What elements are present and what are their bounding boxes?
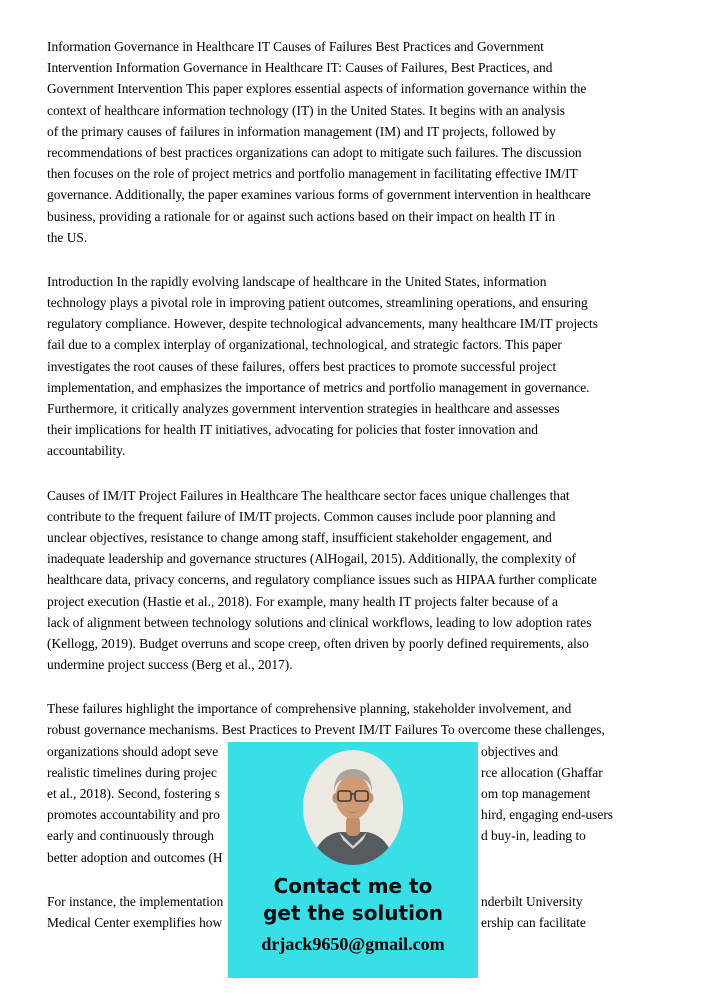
text-line-left: Introduction In the rapidly evolving landscape of healthcare in the United States, information: [47, 273, 547, 289]
text-line-left: inadequate leadership and governance structures (AlHogail, 2015). Additionally, the complexity of: [47, 551, 577, 567]
text-line: [47, 612, 661, 633]
text-line-left: unclear objectives, resistance to change among staff, insufficient stakeholder engagement, and: [47, 529, 552, 545]
text-line-left: then focuses on the role of project metrics and portfolio management in facilitating effective IM/IT: [47, 166, 578, 182]
text-line-left: better adoption and outcomes (H: [47, 849, 223, 865]
text-line: [47, 591, 661, 612]
contact-photo: [303, 750, 403, 865]
text-line-right: nderbilt University: [481, 893, 583, 909]
text-line-left: the US.: [47, 229, 88, 245]
text-line-left: lack of alignment between technology solutions and clinical workflows, leading to low adoption rates: [47, 614, 592, 630]
text-line-left: early and continuously through: [47, 828, 214, 844]
text-line: [47, 506, 661, 527]
text-line: [47, 440, 661, 461]
text-line-left: technology plays a pivotal role in improving patient outcomes, streamlining operations, and ensuring: [47, 295, 588, 311]
text-line: [47, 271, 661, 292]
text-line-left: of the primary causes of failures in information management (IM) and IT projects, followed by: [47, 123, 556, 139]
text-line-left: business, providing a rationale for or against such actions based on their impact on health IT in: [47, 208, 556, 224]
contact-email: drjack9650@gmail.com: [261, 934, 445, 954]
text-line-left: Government Intervention This paper explores essential aspects of information governance within the: [47, 81, 587, 97]
text-line: [47, 654, 661, 675]
text-line-right: objectives and: [481, 743, 558, 759]
paragraph: [47, 36, 661, 248]
text-line-left: contribute to the frequent failure of IM/IT projects. Common causes include poor planning and: [47, 508, 556, 524]
text-line: [47, 377, 661, 398]
text-line-left: context of healthcare information technology (IT) in the United States. It begins with an analysis: [47, 102, 565, 118]
text-line-left: recommendations of best practices organizations can adopt to mitigate such failures. The discussion: [47, 144, 582, 160]
text-line-left: undermine project success (Berg et al., 2017).: [47, 657, 293, 673]
contact-message-line1: Contact me to: [273, 874, 433, 898]
text-line: [47, 227, 661, 248]
text-line: [47, 548, 661, 569]
text-line-left: governance. Additionally, the paper examines various forms of government intervention in healthcare: [47, 187, 591, 203]
text-line: [47, 569, 661, 590]
text-line-right: d buy-in, leading to: [481, 828, 586, 844]
text-line-left: Medical Center exemplifies how: [47, 914, 223, 930]
text-line-left: realistic timelines during projec: [47, 764, 217, 780]
text-line: [47, 334, 661, 355]
text-line: [47, 57, 661, 78]
text-line-left: healthcare data, privacy concerns, and regulatory compliance issues such as HIPAA further complicate: [47, 572, 597, 588]
elderly-man-photo: [303, 750, 403, 865]
text-line-left: (Kellogg, 2019). Budget overruns and scope creep, often driven by poorly defined requirements, also: [47, 635, 589, 651]
text-line: [47, 100, 661, 121]
text-line-left: For instance, the implementation: [47, 893, 224, 909]
paragraph: [47, 485, 661, 676]
text-line-left: Causes of IM/IT Project Failures in Healthcare The healthcare sector faces unique challenges that: [47, 487, 570, 503]
text-line-left: Information Governance in Healthcare IT Causes of Failures Best Practices and Government: [47, 39, 544, 54]
text-line: [47, 527, 661, 548]
text-line: [47, 719, 661, 740]
text-line: [47, 121, 661, 142]
text-line-left: investigates the root causes of these failures, offers best practices to promote successful project: [47, 358, 557, 374]
text-line: [47, 292, 661, 313]
text-line-left: their implications for health IT initiatives, advocating for policies that foster innovation and: [47, 422, 538, 438]
paragraph: [47, 271, 661, 462]
text-line-left: Intervention Information Governance in Healthcare IT: Causes of Failures, Best Practices, and: [47, 60, 553, 76]
text-line-left: accountability.: [47, 443, 126, 459]
text-line: [47, 313, 661, 334]
text-line-left: promotes accountability and pro: [47, 807, 220, 823]
contact-overlay: [228, 742, 478, 978]
text-line-right: rce allocation (Ghaffar: [481, 764, 603, 780]
text-line: [47, 485, 661, 506]
text-line-right: hird, engaging end-users: [481, 807, 614, 823]
text-line-left: fail due to a complex interplay of organizational, technological, and strategic factors. This paper: [47, 337, 562, 353]
text-line: [47, 356, 661, 377]
text-line-left: regulatory compliance. However, despite technological advancements, many healthcare IM/IT projects: [47, 316, 598, 332]
text-line: [47, 698, 661, 719]
text-line: [47, 184, 661, 205]
text-line: [47, 78, 661, 99]
text-line: [47, 633, 661, 654]
text-line-right: ership can facilitate: [481, 914, 586, 930]
text-line-left: robust governance mechanisms. Best Practices to Prevent IM/IT Failures To overcome these challenges,: [47, 722, 605, 738]
text-line-left: project execution (Hastie et al., 2018). For example, many health IT projects falter because of a: [47, 593, 559, 609]
contact-message-line2: get the solution: [263, 901, 443, 925]
text-line-left: These failures highlight the importance of comprehensive planning, stakeholder involvement, and: [47, 701, 572, 717]
text-line: [47, 163, 661, 184]
text-line-left: et al., 2018). Second, fostering s: [47, 786, 220, 801]
text-line: [47, 419, 661, 440]
text-line: [47, 206, 661, 227]
text-line-left: organizations should adopt seve: [47, 743, 219, 759]
text-line: [47, 142, 661, 163]
text-line-right: om top management: [481, 786, 591, 801]
text-line-left: implementation, and emphasizes the importance of metrics and portfolio management in governance.: [47, 379, 590, 395]
text-line-left: Furthermore, it critically analyzes government intervention strategies in healthcare and assesses: [47, 401, 560, 416]
text-line: [47, 398, 661, 419]
text-line: [47, 36, 661, 57]
contact-message: [228, 873, 478, 927]
